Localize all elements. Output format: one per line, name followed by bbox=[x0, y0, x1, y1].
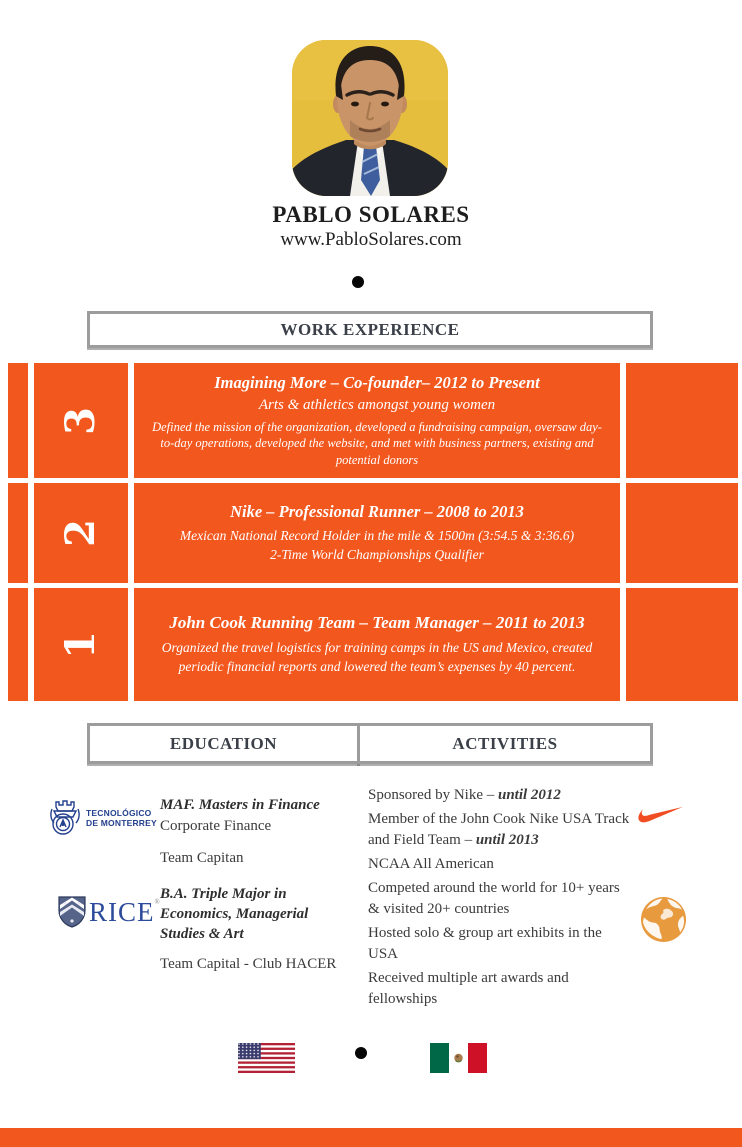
job-title: Nike – Professional Runner – 2008 to 2013 bbox=[230, 501, 524, 521]
job-number-block bbox=[34, 363, 128, 478]
activity-line: NCAA All American bbox=[368, 856, 494, 872]
globe-icon bbox=[640, 896, 687, 943]
job-title: Imagining More – Co-founder– 2012 to Present bbox=[214, 372, 540, 392]
activity-line bbox=[368, 809, 632, 851]
footer-accent-bar bbox=[0, 1128, 742, 1147]
job-description: Organized the travel logistics for training camps in the US and Mexico, created periodic financial reports and lowered the team’s expenses by 40 percent. bbox=[161, 639, 593, 675]
section-header-education bbox=[87, 723, 360, 764]
tec-de-monterrey-logo bbox=[48, 797, 157, 839]
section-header-activities bbox=[357, 723, 653, 764]
dot-separator bbox=[352, 276, 364, 288]
section-header-work-experience bbox=[87, 311, 653, 348]
work-experience-title: WORK EXPERIENCE bbox=[280, 319, 460, 339]
activity-line: Received multiple art awards and fellowships bbox=[368, 970, 569, 1007]
job-number: 3 bbox=[57, 406, 104, 435]
job-number-block bbox=[34, 483, 128, 583]
activities-world-group bbox=[368, 878, 632, 1013]
degree-role: Team Capital - Club HACER bbox=[160, 956, 337, 972]
row-accent-left bbox=[8, 483, 28, 583]
activity-line: Hosted solo & group art exhibits in the USA bbox=[368, 925, 602, 962]
job-content bbox=[134, 483, 620, 583]
activity-text: Member of the John Cook Nike USA Track and Field Team – bbox=[368, 811, 630, 848]
tec-logo-line2: DE MONTERREY bbox=[86, 818, 157, 828]
job-content bbox=[134, 588, 620, 701]
degree-role: Team Capitan bbox=[160, 850, 244, 866]
degree-title: B.A. Triple Major in Economics, Managerial Studies & Art bbox=[160, 886, 309, 942]
tec-logo-text bbox=[86, 808, 157, 828]
education-item-ba bbox=[160, 884, 365, 974]
job-row-imagining-more bbox=[8, 363, 738, 478]
activity-text: Sponsored by Nike – bbox=[368, 787, 498, 803]
education-title: EDUCATION bbox=[169, 733, 278, 753]
activity-date: until 2013 bbox=[475, 832, 539, 848]
education-item-maf bbox=[160, 795, 360, 868]
website-link[interactable]: www.PabloSolares.com bbox=[280, 229, 462, 250]
person-name: PABLO SOLARES bbox=[272, 202, 470, 227]
degree-title: MAF. Masters in Finance bbox=[160, 797, 320, 813]
job-row-nike bbox=[8, 483, 738, 583]
job-number: 2 bbox=[57, 519, 104, 547]
activity-line bbox=[368, 785, 632, 806]
job-title: John Cook Running Team – Team Manager – 2011 to 2013 bbox=[169, 612, 585, 632]
row-accent-right bbox=[626, 363, 738, 478]
profile-photo bbox=[292, 40, 448, 196]
job-description: 2-Time World Championships Qualifier bbox=[270, 547, 484, 563]
activity-line: Competed around the world for 10+ years & visited 20+ countries bbox=[368, 880, 620, 917]
rice-logo bbox=[57, 895, 161, 929]
tec-de-monterrey-crest-icon bbox=[48, 797, 82, 839]
tec-logo-line1: TECNOLÓGICO bbox=[86, 808, 152, 818]
degree-field: Corporate Finance bbox=[160, 818, 272, 834]
us-flag-icon bbox=[238, 1043, 295, 1073]
activities-title: ACTIVITIES bbox=[452, 733, 558, 753]
rice-shield-icon bbox=[57, 895, 87, 929]
job-description: Defined the mission of the organization, developed a fundraising campaign, oversaw day-to-day operations, developed the website, and met with business partners, existing and potential donors bbox=[152, 419, 602, 468]
dot-separator bbox=[355, 1047, 367, 1059]
row-accent-left bbox=[8, 363, 28, 478]
job-row-john-cook bbox=[8, 588, 738, 701]
row-accent-right bbox=[626, 483, 738, 583]
job-number: 1 bbox=[57, 630, 104, 659]
row-accent-left bbox=[8, 588, 28, 701]
row-accent-right bbox=[626, 588, 738, 701]
mexico-flag-icon bbox=[430, 1043, 487, 1073]
job-number-block bbox=[34, 588, 128, 701]
job-subtitle: Mexican National Record Holder in the mile & 1500m (3:54.5 & 3:36.6) bbox=[179, 528, 575, 544]
job-subtitle: Arts & athletics amongst young women bbox=[258, 397, 496, 414]
registered-mark: ® bbox=[154, 897, 161, 906]
activities-nike-group bbox=[368, 785, 632, 878]
job-content bbox=[134, 363, 620, 478]
nike-swoosh-icon bbox=[636, 802, 684, 826]
rice-wordmark: RICE bbox=[89, 896, 155, 927]
activity-date: until 2012 bbox=[498, 787, 561, 803]
rice-logo-text bbox=[89, 896, 161, 927]
portrait-illustration bbox=[292, 40, 448, 196]
